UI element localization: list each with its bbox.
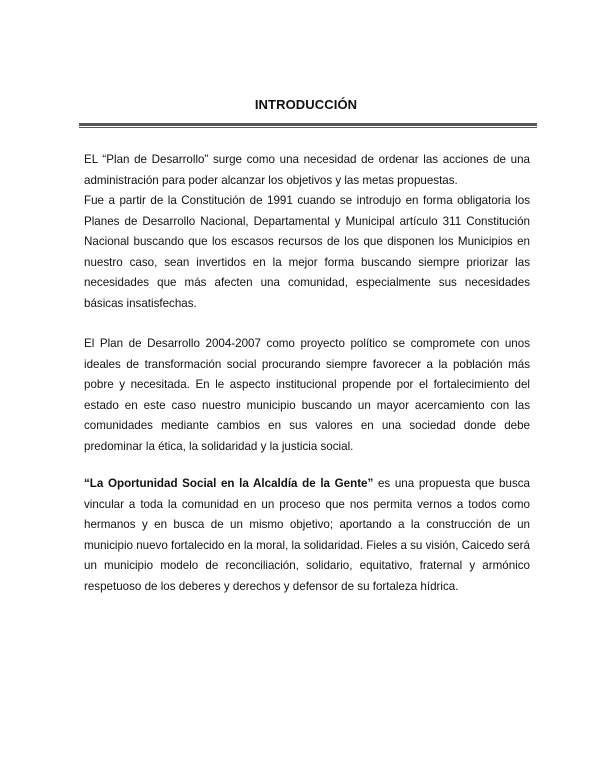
divider-thick-line — [79, 123, 537, 126]
paragraph-constitution: Fue a partir de la Constitución de 1991 cuando se introdujo en forma obligatoria los Planes de Desarrollo Nacional, Departamental y Municipal artículo 311 Constitución Nacional buscando que los escasos recursos de los que disponen los Municipios en nuestro caso, sean invertidos en la mejor forma buscando siempre priorizar las necesidades que más afecten una comunidad, especialmente sus necesidades básicas insatisfechas. — [84, 194, 530, 310]
vision-text: es una propuesta que busca vincular a toda la comunidad en un proceso que nos permita vernos a todos como hermanos y en busca de un mismo objetivo; aportando a la construcción de un municipio nuevo fortalecido en la moral, la solidaridad. Fieles a su visión, Caicedo será un municipio modelo de reconciliación, solidario, equitativo, fraternal y armónico respetuoso de los deberes y derechos y defensor de su fortaleza hídrica. — [84, 477, 530, 593]
intro-section — [84, 150, 530, 314]
vision-section — [84, 474, 530, 597]
page-title: INTRODUCCIÓN — [254, 97, 358, 112]
divider-thin-line — [79, 127, 537, 128]
paragraph-plan-definition: EL “Plan de Desarrollo” surge como una necesidad de ordenar las acciones de una administración para poder alcanzar los objetivos y las metas propuestas. — [84, 153, 530, 187]
plan-section — [84, 334, 530, 457]
slogan-text: “La Oportunidad Social en la Alcaldía de la Gente” — [84, 477, 374, 490]
paragraph-plan-2004-2007: El Plan de Desarrollo 2004-2007 como proyecto político se compromete con unos ideales de transformación social procurando siempre favorecer a la población más pobre y necesitada. En le aspecto institucional propende por el fortalecimiento del estado en este caso nuestro municipio buscando un mayor acercamiento con las comunidades mediante cambios en sus valores en una sociedad donde debe predominar la ética, la solidaridad y la justicia social. — [84, 337, 530, 453]
title-divider — [79, 123, 537, 129]
paragraph-vision — [84, 474, 530, 597]
